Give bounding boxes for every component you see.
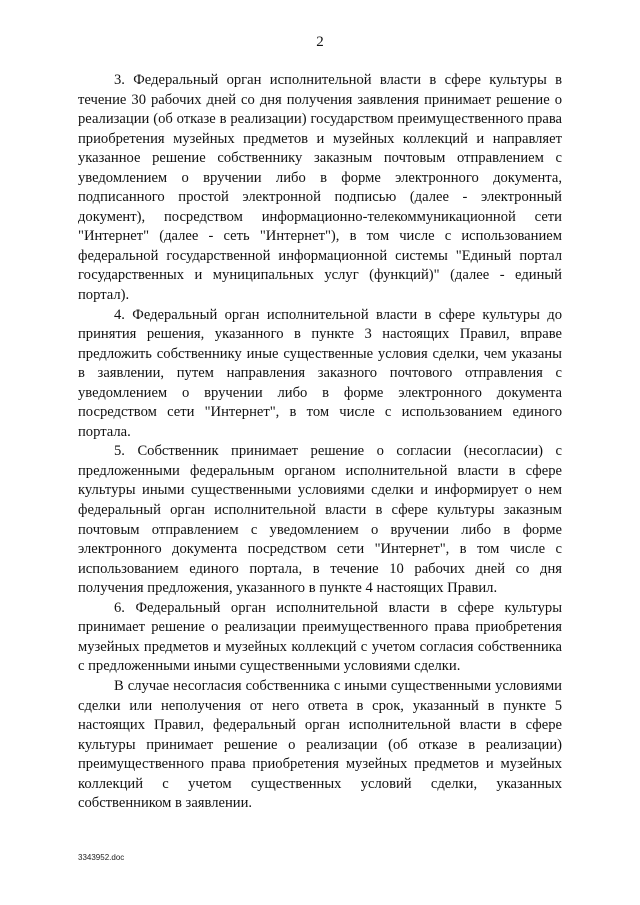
paragraph-3: 3. Федеральный орган исполнительной власти в сфере культуры в течение 30 рабочих дней со дня получения заявления принимает решение о реализации (об отказе в реализации) государством преимущественного права приобретения музейных предметов и музейных коллекций и направляет указанное решение собственнику заказным почтовым отправлением с уведомлением о вручении либо в форме электронного документа, подписанного простой электронной подписью (далее - электронный документ), посредством информационно-телекоммуникационной сети "Интернет" (далее - сеть "Интернет"), в том числе с использованием федеральной государственной информационной системы "Единый портал государственных и муниципальных услуг (функций)" (далее - единый портал). bbox=[78, 72, 562, 304]
page-number: 2 bbox=[316, 34, 324, 50]
paragraph-5: 5. Собственник принимает решение о согласии (несогласии) с предложенными федеральным органом исполнительной власти в сфере культуры иными существенными условиями сделки и информирует о нем федеральный орган исполнительной власти в сфере культуры заказным почтовым отправлением с уведомлением о вручении либо в форме электронного документа посредством сети "Интернет", в том числе с использованием единого портала, в течение 10 рабочих дней со дня получения предложения, указанного в пункте 4 настоящих Правил. bbox=[78, 443, 562, 597]
paragraph-4: 4. Федеральный орган исполнительной власти в сфере культуры до принятия решения, указанного в пункте 3 настоящих Правил, вправе предложить собственнику иные существенные условия сделки, чем указаны в заявлении, путем направления заказного почтового отправления с уведомлением о вручении либо в форме электронного документа посредством сети "Интернет", в том числе с использованием единого портала. bbox=[78, 306, 562, 440]
paragraph-6-continued: В случае несогласия собственника с иными существенными условиями сделки или неполучения от него ответа в срок, указанный в пункте 5 настоящих Правил, федеральный орган исполнительной власти в сфере культуры принимает решение о реализации (об отказе в реализации) преимущественного права приобретения музейных предметов и музейных коллекций с учетом существенных условий сделки, указанных собственником в заявлении. bbox=[78, 677, 562, 812]
document-body bbox=[78, 71, 562, 814]
document-file-reference: 3343952.doc bbox=[78, 853, 125, 862]
paragraph-6: 6. Федеральный орган исполнительной власти в сфере культуры принимает решение о реализации преимущественного права приобретения музейных предметов и музейных коллекций с учетом согласия собственника с предложенными иными существенными условиями сделки. bbox=[78, 599, 562, 675]
